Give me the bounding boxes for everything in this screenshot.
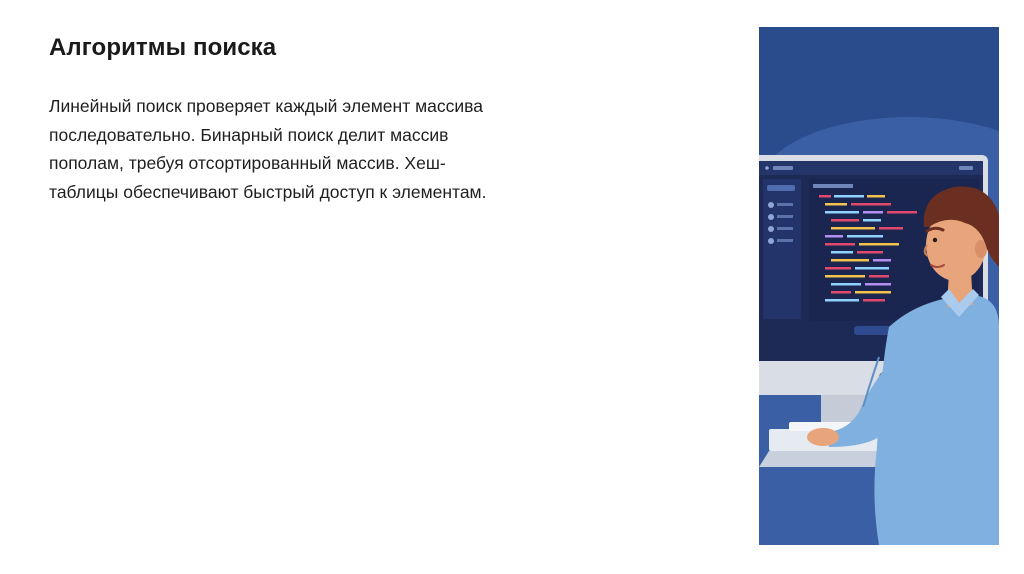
programmer-illustration [759, 27, 999, 545]
slide-body-text: Линейный поиск проверяет каждый элемент массива последовательно. Бинарный поиск делит массив пополам, требуя отсортированный массив. Хеш-таблицы обеспечивают быстрый доступ к элементам. [49, 96, 487, 202]
slide-title: Алгоритмы поиска [49, 34, 277, 61]
